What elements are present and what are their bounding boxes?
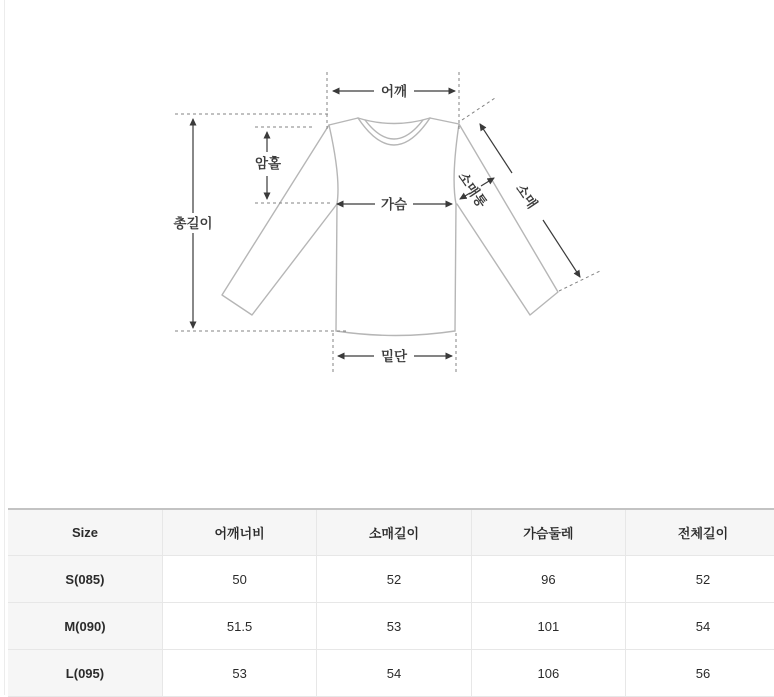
- hem-curve: [336, 331, 455, 336]
- value-cell: 56: [626, 650, 774, 697]
- value-cell: 101: [471, 603, 625, 650]
- total-length-label: 총길이: [173, 216, 213, 231]
- size-table: [8, 508, 774, 697]
- value-cell: 52: [626, 556, 774, 603]
- value-cell: 54: [317, 650, 471, 697]
- hem-label: 밑단: [380, 349, 408, 364]
- sleeve-width-label: 소매통: [455, 169, 490, 211]
- left-sleeve: [222, 125, 337, 315]
- sleeve-arrow-up: [480, 124, 512, 173]
- value-cell: 52: [317, 556, 471, 603]
- dimension-labels: [173, 83, 540, 364]
- right-shoulder-seam: [430, 118, 459, 124]
- table-row: [8, 650, 774, 697]
- table-row: [8, 603, 774, 650]
- chest-label: 가슴: [380, 197, 408, 212]
- body-right-edge: [454, 124, 459, 331]
- col-header-size: Size: [8, 509, 162, 556]
- shirt-outline: [222, 118, 558, 336]
- dimension-arrows: [193, 91, 580, 356]
- value-cell: 54: [626, 603, 774, 650]
- col-header-shoulder-width: 어깨너비: [162, 509, 316, 556]
- value-cell: 96: [471, 556, 625, 603]
- col-header-total-length: 전체길이: [626, 509, 774, 556]
- table-row: [8, 556, 774, 603]
- back-neckline: [358, 118, 430, 124]
- left-shoulder-seam: [329, 118, 358, 125]
- value-cell: 106: [471, 650, 625, 697]
- value-cell: 50: [162, 556, 316, 603]
- table-header-row: [8, 509, 774, 556]
- sleeve-arrow-down: [543, 220, 580, 277]
- armhole-label: 암홀: [254, 156, 282, 171]
- size-cell: M(090): [8, 603, 162, 650]
- size-cell: S(085): [8, 556, 162, 603]
- right-sleeve: [457, 124, 558, 315]
- size-cell: L(095): [8, 650, 162, 697]
- size-table-body: [8, 556, 774, 697]
- col-header-chest-circumference: 가슴둘레: [471, 509, 625, 556]
- sleeve-label: 소매: [513, 181, 541, 212]
- size-table-header: [8, 509, 774, 556]
- sleeve-guide-bottom: [559, 271, 600, 291]
- collar-outer: [358, 118, 430, 145]
- dashed-guides: [175, 72, 600, 374]
- sleeve-guide-top: [462, 98, 495, 120]
- shoulder-label: 어깨: [380, 84, 408, 99]
- sleeve-width-arrow-up: [481, 178, 494, 186]
- value-cell: 53: [317, 603, 471, 650]
- value-cell: 51.5: [162, 603, 316, 650]
- col-header-sleeve-length: 소매길이: [317, 509, 471, 556]
- value-cell: 53: [162, 650, 316, 697]
- body-left-edge: [329, 125, 338, 331]
